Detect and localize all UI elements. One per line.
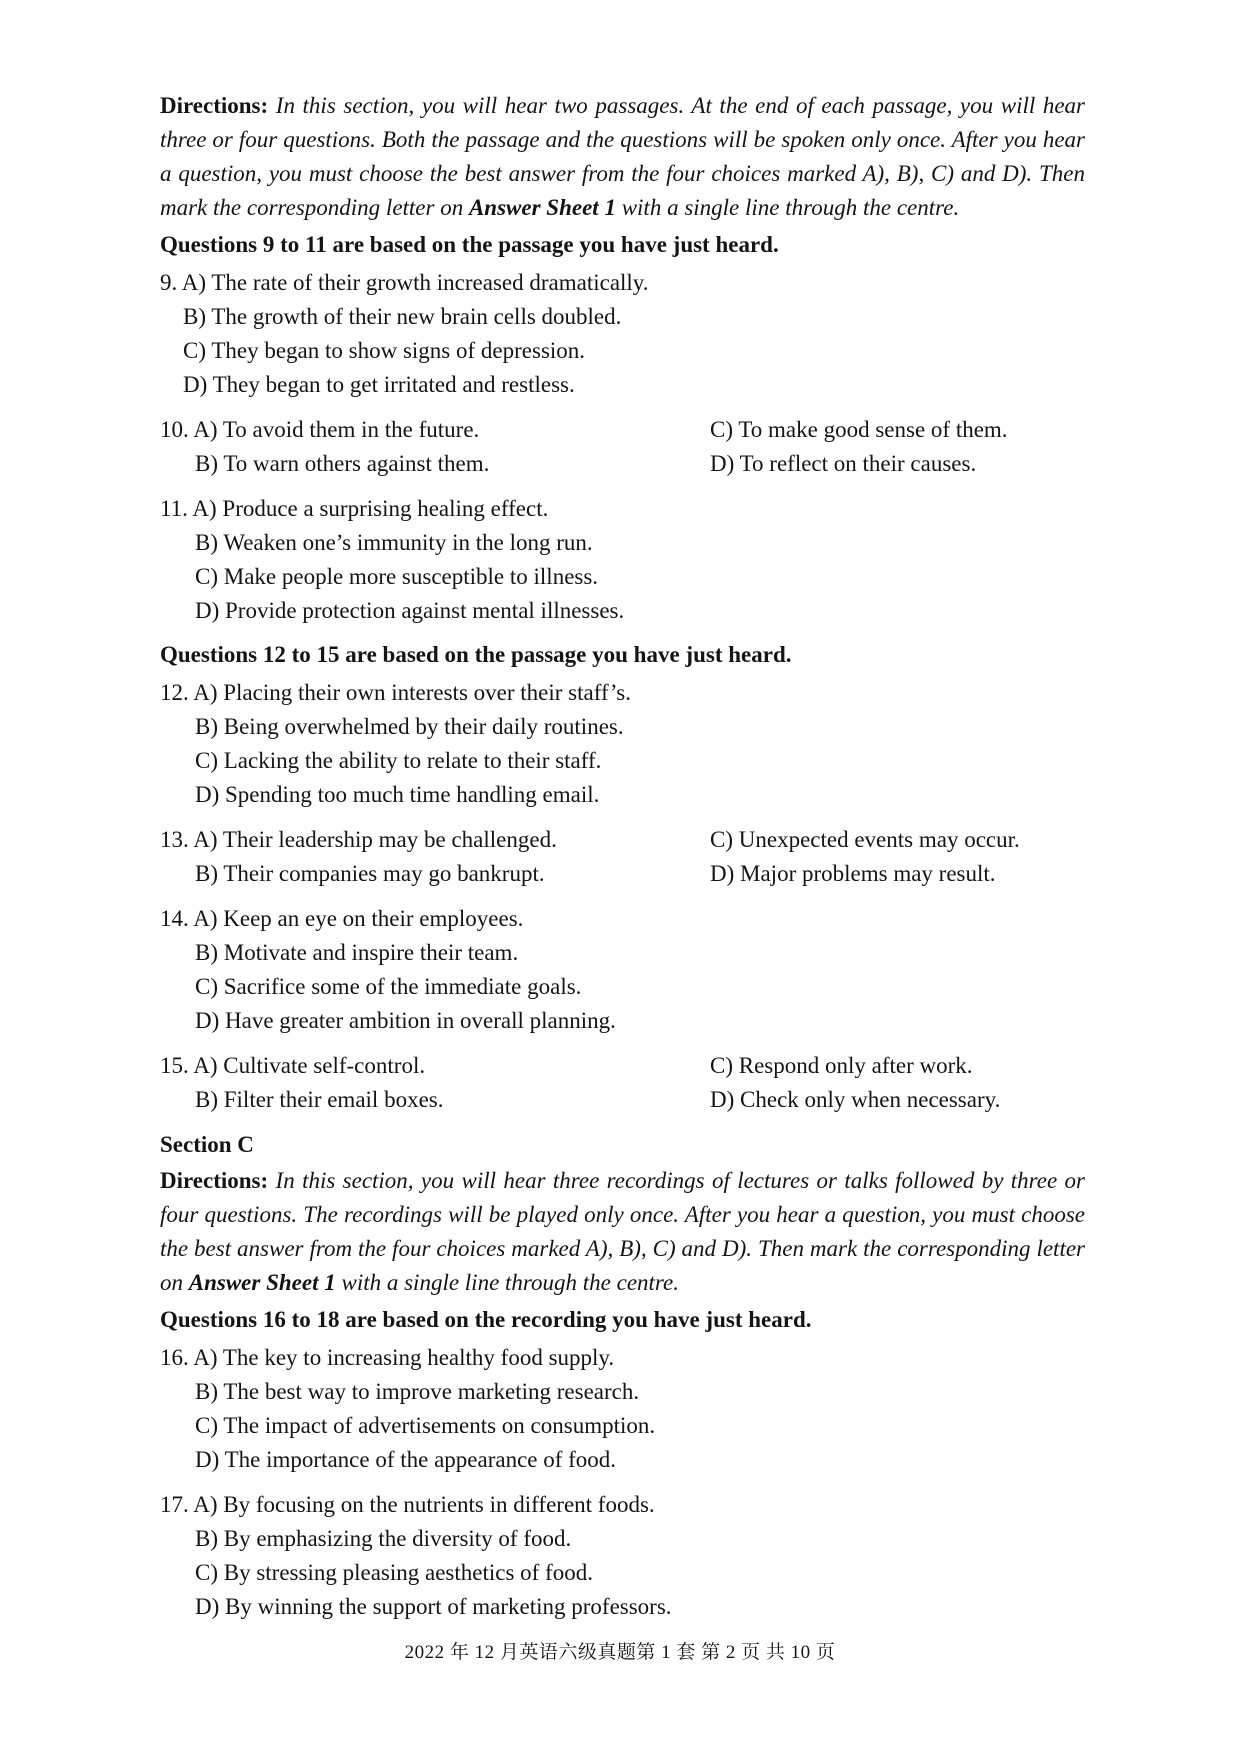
option-c: C) To make good sense of them. bbox=[710, 417, 1008, 442]
option-b: B) Filter their email boxes. bbox=[195, 1087, 444, 1112]
question-14 bbox=[160, 902, 1085, 1038]
page-footer: 2022 年 12 月英语六级真题第 1 套 第 2 页 共 10 页 bbox=[404, 1642, 836, 1663]
option-c: C) They began to show signs of depression. bbox=[183, 338, 586, 363]
directions-text-end: with a single line through the centre. bbox=[615, 195, 960, 220]
option-d: D) Have greater ambition in overall planning. bbox=[195, 1008, 616, 1033]
question-group-heading: Questions 9 to 11 are based on the passage you have just heard. bbox=[160, 232, 779, 257]
option-c: C) By stressing pleasing aesthetics of food. bbox=[195, 1560, 593, 1585]
option-b: B) To warn others against them. bbox=[195, 451, 490, 476]
page-content bbox=[160, 89, 1085, 1635]
question-9 bbox=[160, 266, 1085, 402]
directions-text: In this section, you will hear two passages. At the end of each passage, you will hear three or four questions. Both the passage and the questions will be spoken only once. After you hear a question, you must choose the best answer from the four choices marked A), B), C) and D). Then mark the corresponding letter on bbox=[160, 93, 1085, 220]
section-c-heading: Section C bbox=[160, 1132, 254, 1157]
directions-text-end: with a single line through the centre. bbox=[335, 1270, 679, 1295]
option-d: D) Check only when necessary. bbox=[710, 1087, 1001, 1112]
option-a: 11. A) Produce a surprising healing effect. bbox=[160, 496, 549, 521]
option-b: B) Being overwhelmed by their daily routines. bbox=[195, 714, 624, 739]
directions-text: In this section, you will hear three recordings of lectures or talks followed by three or four questions. The recordings will be played only once. After you hear a question, you must choose the best answer from the four choices marked A), B), C) and D). Then mark the corresponding letter on bbox=[160, 1168, 1086, 1295]
option-a: 17. A) By focusing on the nutrients in different foods. bbox=[160, 1492, 655, 1517]
option-b: B) The growth of their new brain cells doubled. bbox=[183, 304, 622, 329]
question-group-heading: Questions 16 to 18 are based on the recording you have just heard. bbox=[160, 1307, 812, 1332]
option-c: C) Make people more susceptible to illness. bbox=[195, 564, 599, 589]
question-group-heading: Questions 12 to 15 are based on the passage you have just heard. bbox=[160, 642, 792, 667]
option-c: C) The impact of advertisements on consumption. bbox=[195, 1413, 656, 1438]
option-c: C) Respond only after work. bbox=[710, 1053, 973, 1078]
directions-section-b bbox=[160, 89, 1085, 225]
question-11 bbox=[160, 492, 1085, 628]
option-c: C) Sacrifice some of the immediate goals. bbox=[195, 974, 582, 999]
option-a: 16. A) The key to increasing healthy food supply. bbox=[160, 1345, 615, 1370]
directions-label: Directions: bbox=[160, 1168, 269, 1193]
option-b: B) Motivate and inspire their team. bbox=[195, 940, 519, 965]
question-17 bbox=[160, 1488, 1085, 1624]
option-d: D) Major problems may result. bbox=[710, 861, 996, 886]
option-c: C) Lacking the ability to relate to their staff. bbox=[195, 748, 602, 773]
option-a: 9. A) The rate of their growth increased dramatically. bbox=[160, 270, 649, 295]
directions-section-c bbox=[160, 1164, 1085, 1300]
option-b: B) Their companies may go bankrupt. bbox=[195, 861, 545, 886]
question-16 bbox=[160, 1341, 1085, 1477]
option-b: B) The best way to improve marketing research. bbox=[195, 1379, 640, 1404]
question-12 bbox=[160, 676, 1085, 812]
question-15 bbox=[160, 1049, 1085, 1117]
option-d: D) Provide protection against mental illnesses. bbox=[195, 598, 625, 623]
answer-sheet-ref: Answer Sheet 1 bbox=[188, 1270, 336, 1295]
option-a: 10. A) To avoid them in the future. bbox=[160, 417, 480, 442]
option-a: 13. A) Their leadership may be challenged. bbox=[160, 827, 557, 852]
option-a: 15. A) Cultivate self-control. bbox=[160, 1053, 426, 1078]
answer-sheet-ref: Answer Sheet 1 bbox=[468, 195, 616, 220]
option-b: B) Weaken one’s immunity in the long run. bbox=[195, 530, 593, 555]
option-d: D) They began to get irritated and restless. bbox=[183, 372, 575, 397]
question-10 bbox=[160, 413, 1085, 481]
option-a: 14. A) Keep an eye on their employees. bbox=[160, 906, 524, 931]
option-d: D) The importance of the appearance of food. bbox=[195, 1447, 617, 1472]
option-d: D) To reflect on their causes. bbox=[710, 451, 977, 476]
question-13 bbox=[160, 823, 1085, 891]
directions-label: Directions: bbox=[160, 93, 269, 118]
option-c: C) Unexpected events may occur. bbox=[710, 827, 1020, 852]
option-a: 12. A) Placing their own interests over their staff’s. bbox=[160, 680, 631, 705]
option-b: B) By emphasizing the diversity of food. bbox=[195, 1526, 572, 1551]
option-d: D) By winning the support of marketing professors. bbox=[195, 1594, 672, 1619]
option-d: D) Spending too much time handling email. bbox=[195, 782, 600, 807]
